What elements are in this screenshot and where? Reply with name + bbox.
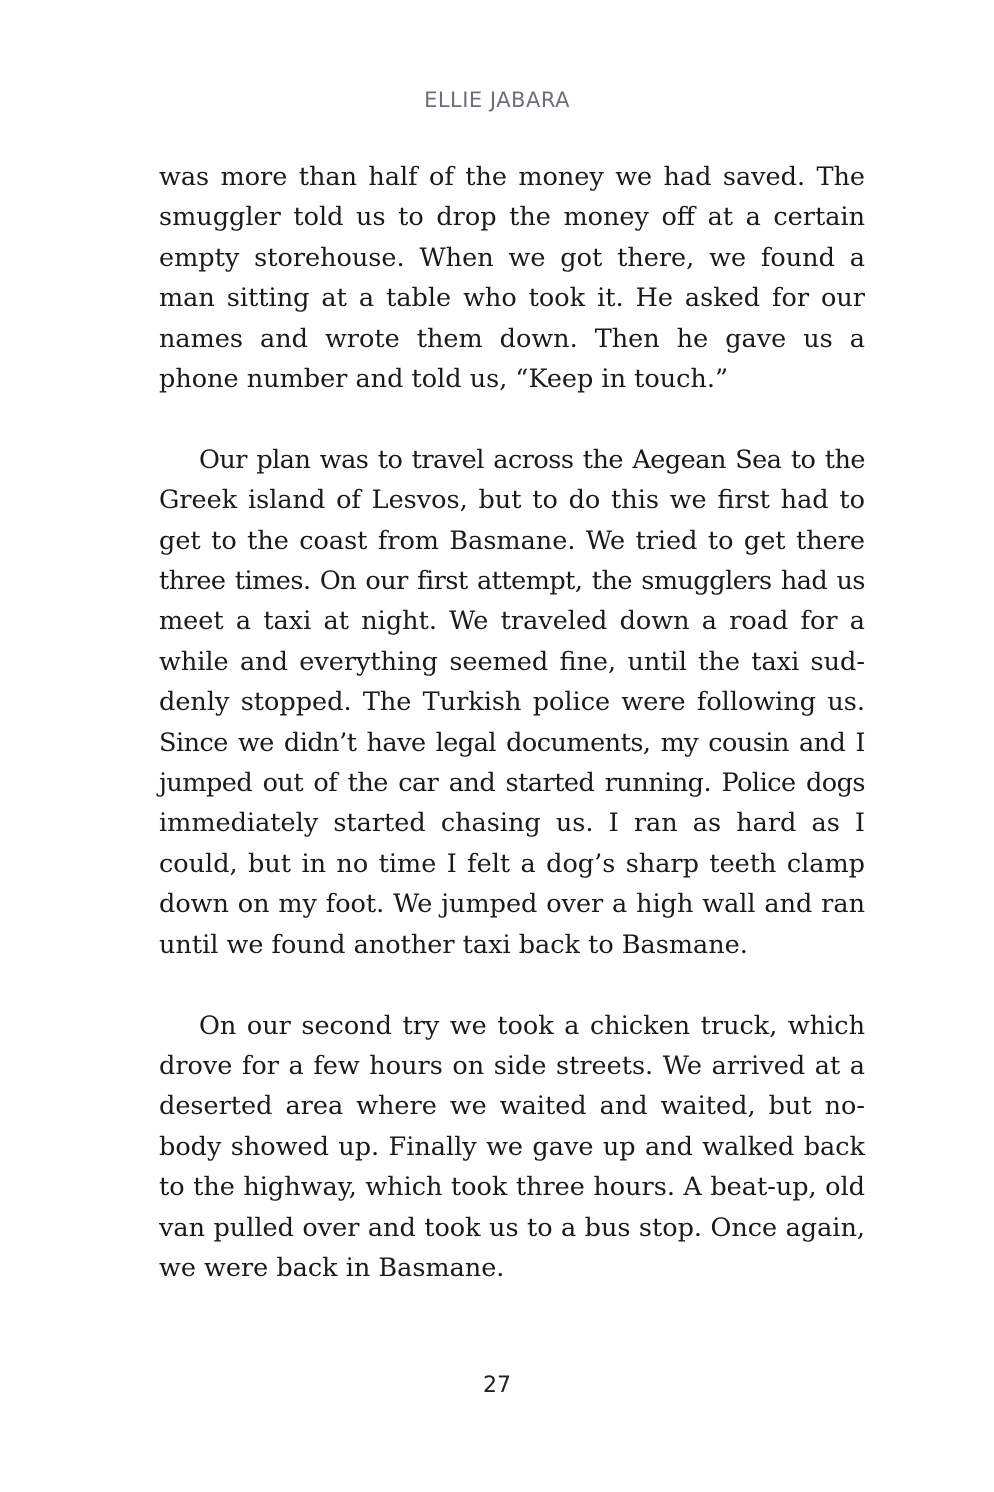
paragraph-2: [159, 440, 865, 965]
text-line: immediately started chasing us. I ran as hard as I: [159, 808, 865, 839]
text-line: deserted area where we waited and waited, but no-: [159, 1091, 865, 1122]
paragraph-1: [159, 157, 865, 399]
text-line: three times. On our first attempt, the smugglers had us: [159, 566, 865, 597]
text-line: to the highway, which took three hours. A beat-up, old: [159, 1172, 865, 1203]
body-text: [159, 157, 865, 1329]
text-line: drove for a few hours on side streets. We arrived at a: [159, 1050, 865, 1081]
text-line: names and wrote them down. Then he gave us a: [159, 323, 865, 354]
text-line: Our plan was to travel across the Aegean Sea to the: [199, 444, 865, 475]
text-line: jumped out of the car and started running. Police dogs: [159, 768, 865, 799]
paragraph-3: [159, 1006, 865, 1289]
text-line: smuggler told us to drop the money off at a certain: [159, 202, 865, 233]
text-line: denly stopped. The Turkish police were following us.: [159, 687, 865, 718]
text-line: get to the coast from Basmane. We tried to get there: [159, 525, 865, 556]
text-line: until we found another taxi back to Basmane.: [159, 929, 748, 960]
text-line: Since we didn’t have legal documents, my cousin and I: [159, 727, 865, 758]
text-line: Greek island of Lesvos, but to do this we first had to: [159, 485, 865, 516]
text-line: phone number and told us, “Keep in touch.”: [159, 364, 728, 395]
text-line: van pulled over and took us to a bus stop. Once again,: [159, 1212, 865, 1243]
text-line: we were back in Basmane.: [159, 1252, 505, 1283]
text-line: could, but in no time I felt a dog’s sharp teeth clamp: [159, 848, 865, 879]
text-line: body showed up. Finally we gave up and walked back: [159, 1131, 865, 1162]
running-head-author: ELLIE JABARA: [424, 88, 570, 112]
text-line: down on my foot. We jumped over a high wall and ran: [159, 889, 865, 920]
text-line: empty storehouse. When we got there, we found a: [159, 242, 865, 273]
text-line: was more than half of the money we had saved. The: [159, 162, 865, 192]
page-number: 27: [483, 1373, 511, 1398]
text-line: man sitting at a table who took it. He asked for our: [159, 283, 865, 314]
text-line: On our second try we took a chicken truck, which: [199, 1010, 865, 1041]
text-line: meet a taxi at night. We traveled down a road for a: [159, 606, 865, 637]
text-line: while and everything seemed fine, until the taxi sud-: [159, 646, 865, 677]
